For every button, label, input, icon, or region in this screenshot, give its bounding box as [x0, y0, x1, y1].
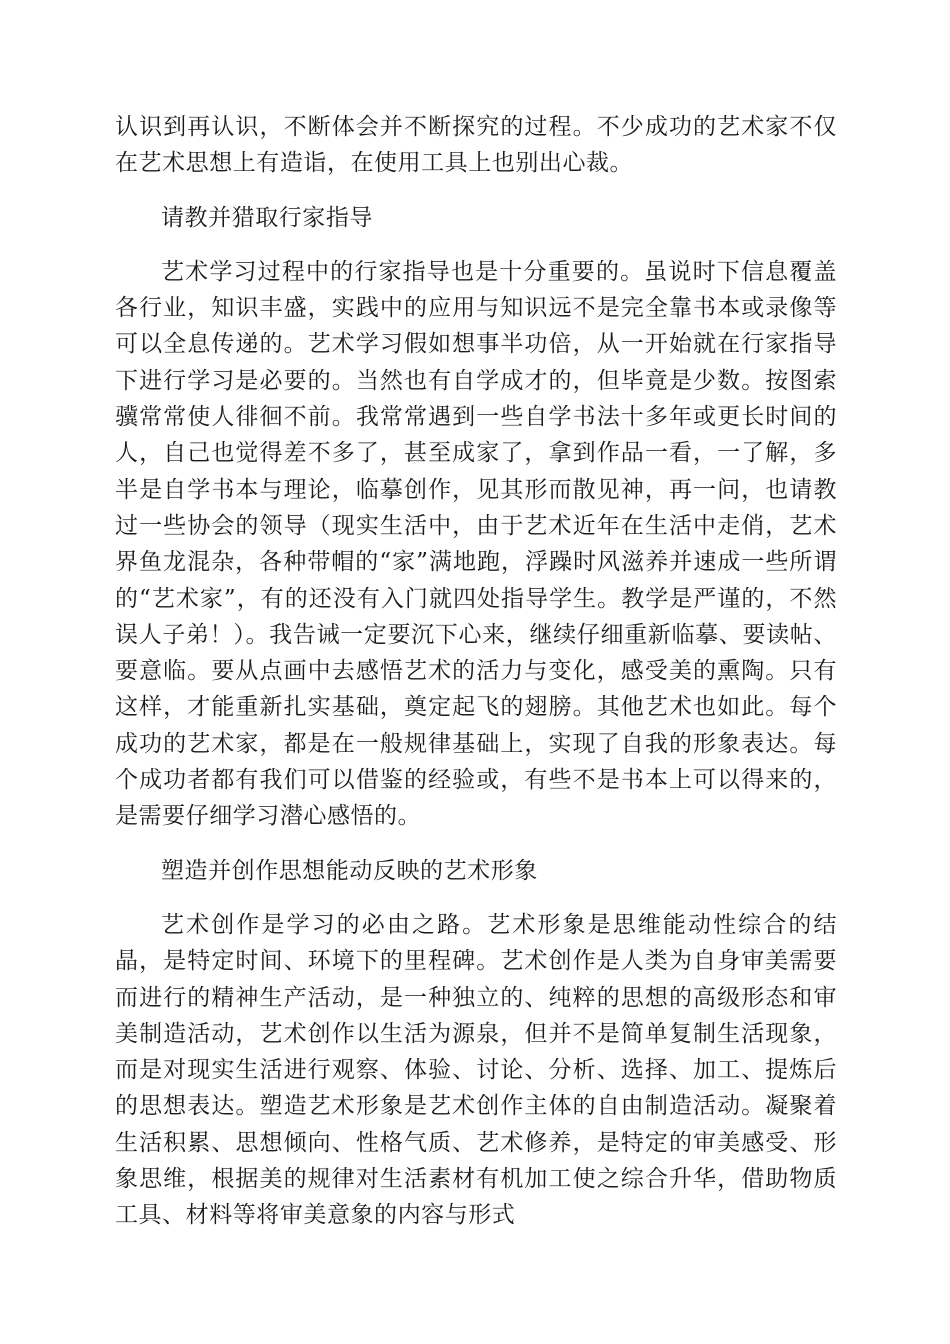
spacer [115, 835, 837, 853]
paragraph-creation: 艺术创作是学习的必由之路。艺术形象是思维能动性综合的结晶，是特定时间、环境下的里程碑。艺术创作是人类为自身审美需要而进行的精神生产活动，是一种独立的、纯粹的思想的高级形态和审美制造活动，艺术创作以生活为源泉，但并不是简单复制生活现象，而是对现实生活进行观察、体验、讨论、分析、选择、加工、提炼后的思想表达。塑造艺术形象是艺术创作主体的自由制造活动。凝聚着生活积累、思想倾向、性格气质、艺术修养，是特定的审美感受、形象思维，根据美的规律对生活素材有机加工使之综合升华，借助物质工具、材料等将审美意象的内容与形式 [115, 911, 837, 1229]
spacer [115, 889, 837, 907]
spacer [115, 236, 837, 254]
paragraph-guidance: 艺术学习过程中的行家指导也是十分重要的。虽说时下信息覆盖各行业，知识丰盛，实践中的应用与知识远不是完全靠书本或录像等可以全息传递的。艺术学习假如想事半功倍，从一开始就在行家指导下进行学习是必要的。当然也有自学成才的，但毕竟是少数。按图索骥常常使人徘徊不前。我常常遇到一些自学书法十多年或更长时间的人，自己也觉得差不多了，甚至成家了，拿到作品一看，一了解，多半是自学书本与理论，临摹创作，见其形而散见神，再一问，也请教过一些协会的领导（现实生活中，由于艺术近年在生活中走俏，艺术界鱼龙混杂，各种带帽的“家”满地跑，浮躁时风滋养并速成一些所谓的“艺术家”，有的还没有入门就四处指导学生。教学是严谨的，不然误人子弟！）。我告诫一定要沉下心来，继续仔细重新临摹、要读帖、要意临。要从点画中去感悟艺术的活力与变化，感受美的熏陶。只有这样，才能重新扎实基础，奠定起飞的翅膀。其他艺术也如此。每个成功的艺术家，都是在一般规律基础上，实现了自我的形象表达。每个成功者都有我们可以借鉴的经验或，有些不是书本上可以得来的，是需要仔细学习潜心感悟的。 [115, 258, 837, 830]
section-heading-guidance: 请教并猎取行家指导 [161, 204, 373, 231]
paragraph-continuation: 认识到再认识，不断体会并不断探究的过程。不少成功的艺术家不仅在艺术思想上有造诣，在使用工具上也别出心裁。 [115, 114, 837, 177]
section-heading-creation: 塑造并创作思想能动反映的艺术形象 [161, 857, 538, 884]
spacer [115, 182, 837, 200]
document-page [115, 109, 837, 1234]
